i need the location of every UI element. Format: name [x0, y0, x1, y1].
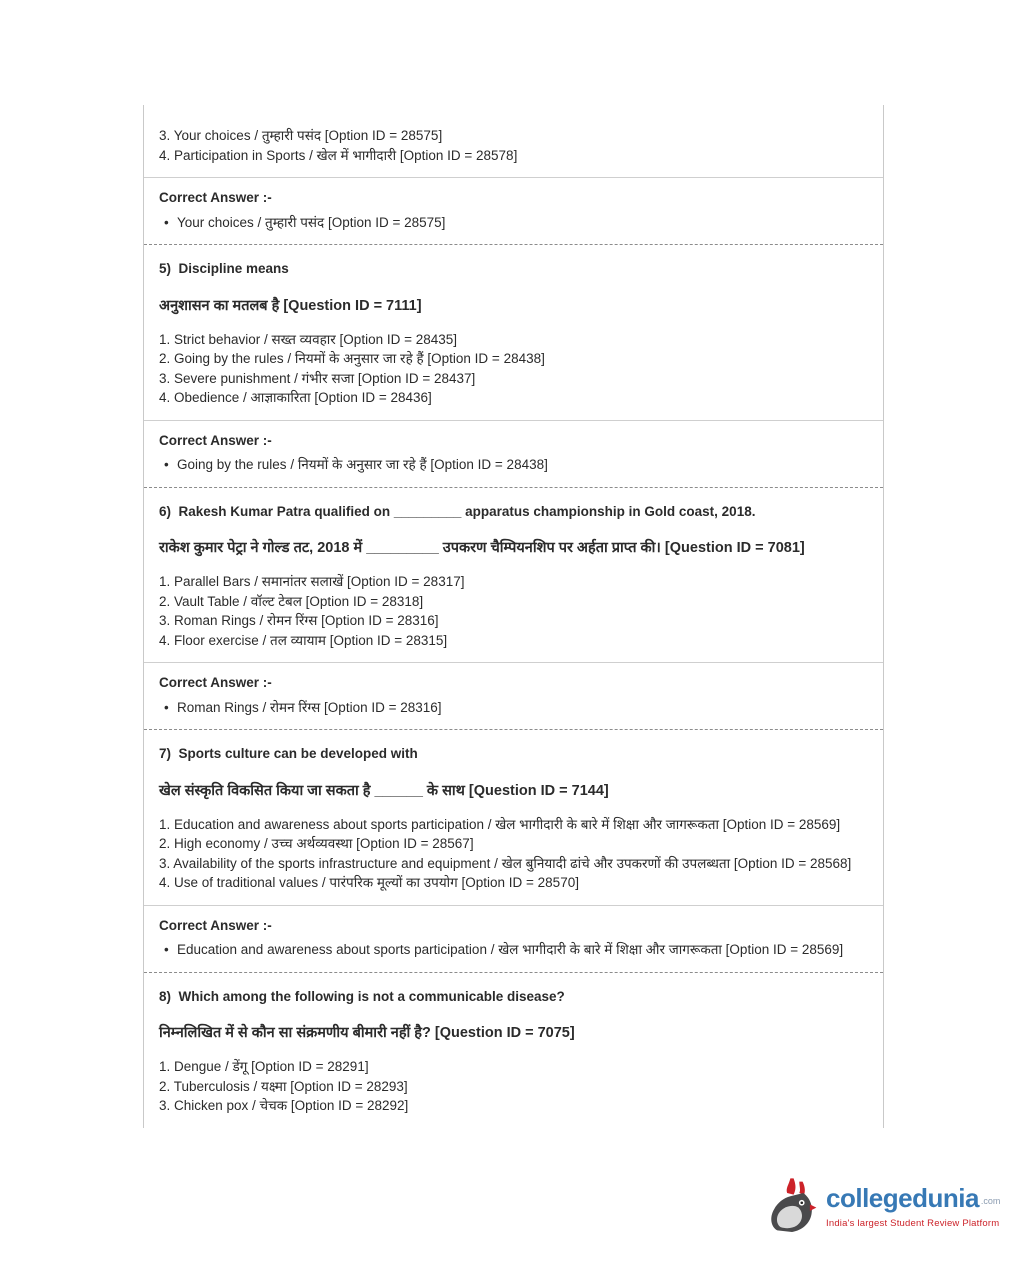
option-item: 3. Your choices / तुम्हारी पसंद [Option ID = 28575]: [159, 128, 443, 143]
correct-answer-text: Roman Rings / रोमन रिंग्स [Option ID = 28316]: [177, 699, 442, 715]
correct-answer-section: [144, 662, 883, 729]
correct-answer-item: [159, 455, 868, 475]
correct-answer-label: Correct Answer :-: [159, 432, 272, 448]
question-title-english: 8) Which among the following is not a communicable disease?: [159, 988, 565, 1004]
collegedunia-bird-icon: [766, 1176, 818, 1236]
option-item: 4. Obedience / आज्ञाकारिता [Option ID = 28436]: [159, 390, 432, 405]
question-section: [144, 245, 883, 420]
option-item: 2. Tuberculosis / यक्ष्मा [Option ID = 28293]: [159, 1078, 408, 1094]
correct-answer-section: [144, 177, 883, 244]
options-list: [159, 572, 868, 650]
bullet-icon: •: [164, 214, 169, 230]
option-item: 3. Availability of the sports infrastructure and equipment / खेल बुनियादी ढांचे और उपकरणों की उपलब्धता [Option ID = 28568]: [159, 855, 852, 871]
correct-answer-text: Going by the rules / नियमों के अनुसार जा रहे हैं [Option ID = 28438]: [177, 457, 548, 472]
question-continuation: [144, 105, 883, 177]
option-item: 2. Vault Table / वॉल्ट टेबल [Option ID = 28318]: [159, 593, 424, 609]
bullet-icon: •: [164, 942, 169, 957]
option-item: 2. Going by the rules / नियमों के अनुसार जा रहे हैं [Option ID = 28438]: [159, 351, 545, 366]
logo-brand-name: collegedunia: [826, 1182, 979, 1213]
logo-wordmark: [826, 1184, 1000, 1215]
question-section: [144, 730, 883, 905]
options-list: [159, 815, 868, 893]
question-title-hindi: खेल संस्कृति विकसित किया जा सकता है ______ के साथ [Question ID = 7144]: [159, 782, 609, 799]
option-item: 1. Strict behavior / सख्त व्यवहार [Option ID = 28435]: [159, 331, 458, 347]
question-title-english: 7) Sports culture can be developed with: [159, 746, 418, 761]
logo-text-wrap: [826, 1184, 1000, 1229]
question-title-hindi: निम्नलिखित में से कौन सा संक्रमणीय बीमारी नहीं है? [Question ID = 7075]: [159, 1025, 575, 1041]
option-item: 2. High economy / उच्च अर्थव्यवस्था [Option ID = 28567]: [159, 836, 474, 851]
correct-answer-text: Education and awareness about sports participation / खेल भागीदारी के बारे में शिक्षा और जागरूकता [Option ID = 28569]: [177, 942, 844, 957]
option-item: 4. Use of traditional values / पारंपरिक मूल्यों का उपयोग [Option ID = 28570]: [159, 875, 579, 890]
option-item: 4. Floor exercise / तल व्यायाम [Option ID = 28315]: [159, 632, 448, 648]
correct-answer-text: Your choices / तुम्हारी पसंद [Option ID = 28575]: [177, 214, 446, 230]
options-list: [159, 126, 868, 165]
question-paper-box: [143, 105, 884, 1128]
correct-answer-label: Correct Answer :-: [159, 675, 272, 690]
question-title-hindi: अनुशासन का मतलब है [Question ID = 7111]: [159, 297, 422, 314]
option-item: 1. Dengue / डेंगू [Option ID = 28291]: [159, 1059, 369, 1074]
logo-domain-suffix: .com: [980, 1195, 1001, 1206]
options-list: [159, 330, 868, 408]
question-title-english: 5) Discipline means: [159, 261, 289, 276]
bullet-icon: •: [164, 457, 169, 472]
correct-answer-item: [159, 213, 868, 233]
option-item: 3. Chicken pox / चेचक [Option ID = 28292]: [159, 1098, 409, 1113]
options-list: [159, 1057, 868, 1116]
option-item: 1. Parallel Bars / समानांतर सलाखें [Option ID = 28317]: [159, 574, 465, 589]
option-item: 1. Education and awareness about sports participation / खेल भागीदारी के बारे में शिक्षा और जागरूकता [Option ID = 28569]: [159, 816, 841, 832]
correct-answer-section: [144, 420, 883, 487]
option-item: 3. Severe punishment / गंभीर सजा [Option ID = 28437]: [159, 370, 476, 386]
question-title-hindi: राकेश कुमार पेट्रा ने गोल्ड तट, 2018 में _________ उपकरण चैम्पियनशिप पर अर्हता प्राप्त की। [Question ID = 7081]: [159, 540, 805, 556]
correct-answer-section: [144, 905, 883, 972]
correct-answer-item: [159, 698, 868, 718]
collegedunia-logo: [766, 1176, 1000, 1236]
bullet-icon: •: [164, 699, 169, 715]
question-section: [144, 973, 883, 1128]
logo-tagline: India's largest Student Review Platform: [826, 1217, 1000, 1229]
correct-answer-label: Correct Answer :-: [159, 917, 272, 933]
correct-answer-label: Correct Answer :-: [159, 190, 272, 205]
option-item: 4. Participation in Sports / खेल में भागीदारी [Option ID = 28578]: [159, 147, 518, 163]
option-item: 3. Roman Rings / रोमन रिंग्स [Option ID = 28316]: [159, 613, 439, 628]
question-title-english: 6) Rakesh Kumar Patra qualified on _________ apparatus championship in Gold coast, 2018.: [159, 503, 756, 519]
correct-answer-item: [159, 940, 868, 960]
question-section: [144, 488, 883, 663]
